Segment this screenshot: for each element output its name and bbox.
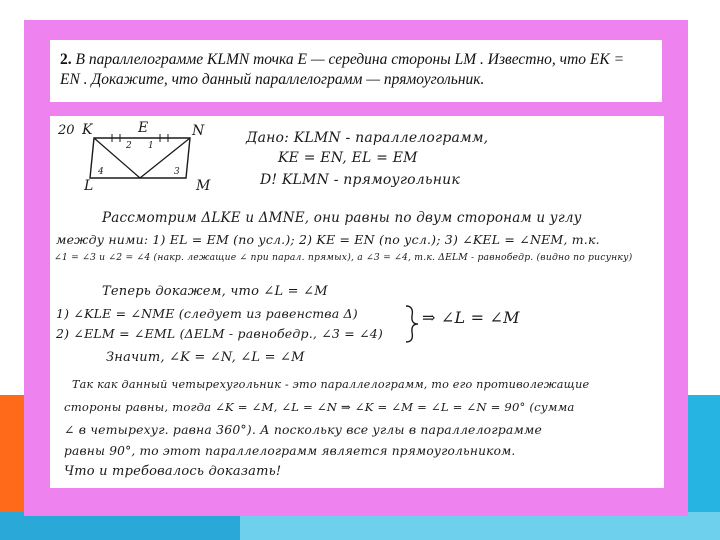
solution-line-10: ∠ в четырехуг. равна 360°). А поскольку все углы в параллелограмме <box>64 422 542 437</box>
angle-4-label: 4 <box>98 167 104 177</box>
solution-line-8: Так как данный четырехугольник - это параллелограмм, то его противолежащие <box>72 378 590 391</box>
decor-bottom-strip-light <box>240 512 720 540</box>
solution-line-6: 2) ∠ELM = ∠EML (ΔELM - равнобедр., ∠3 = ∠4) <box>56 326 384 341</box>
given-line-1: Дано: KLMN - параллелограмм, <box>246 130 489 146</box>
given-line-3: D! KLMN - прямоугольник <box>260 172 460 188</box>
solution-line-12: Что и требовалось доказать! <box>64 464 282 479</box>
given-line-2: KE = EN, EL = EM <box>278 150 418 166</box>
parallelogram-figure <box>54 118 224 198</box>
solution-line-5: 1) ∠KLE = ∠NME (следует из равенства Δ) <box>56 306 358 321</box>
solution-line-9: стороны равны, тогда ∠K = ∠M, ∠L = ∠N ⇒ ∠K = ∠M = ∠L = ∠N = 90° (сумма <box>64 400 575 414</box>
task-line-2: EN . Докажите, что данный параллелограмм — прямоугольник. <box>60 71 485 88</box>
vertex-e-label: E <box>138 120 149 136</box>
curly-brace <box>402 304 422 344</box>
solution-line-1: Рассмотрим ΔLKE и ΔMNE, они равны по двум сторонам и углу <box>102 210 582 226</box>
vertex-m-label: M <box>196 178 211 194</box>
solution-line-2: между ними: 1) EL = EM (по усл.); 2) KE = EN (по усл.); 3) ∠KEL = ∠NEM, т.к. <box>56 232 600 247</box>
task-line-1: В параллелограмме KLMN точка E — середина стороны LM . Известно, что EK = <box>75 51 625 68</box>
vertex-n-label: N <box>192 123 205 139</box>
task-statement <box>50 40 662 90</box>
solution-image <box>50 116 664 488</box>
task-number: 2. <box>60 51 72 68</box>
angle-1-label: 1 <box>148 141 154 151</box>
angle-3-label: 3 <box>174 167 180 177</box>
vertex-k-label: K <box>82 122 93 138</box>
brace-conclusion: ⇒ ∠L = ∠M <box>422 308 520 327</box>
angle-2-label: 2 <box>126 141 132 151</box>
solution-line-7: Значит, ∠K = ∠N, ∠L = ∠M <box>106 350 305 365</box>
task-box <box>50 40 662 102</box>
solution-line-11: равны 90°, то этот параллелограмм является прямоугольником. <box>64 444 516 458</box>
vertex-l-label: L <box>84 178 94 194</box>
problem-number-label: 20 <box>58 123 75 138</box>
solution-line-3: ∠1 = ∠3 и ∠2 = ∠4 (накр. лежащие ∠ при парал. прямых), а ∠3 = ∠4, т.к. ΔELM - равнобедр. (видно по рисунку) <box>54 252 633 263</box>
solution-line-4: Теперь докажем, что ∠L = ∠M <box>102 284 328 299</box>
